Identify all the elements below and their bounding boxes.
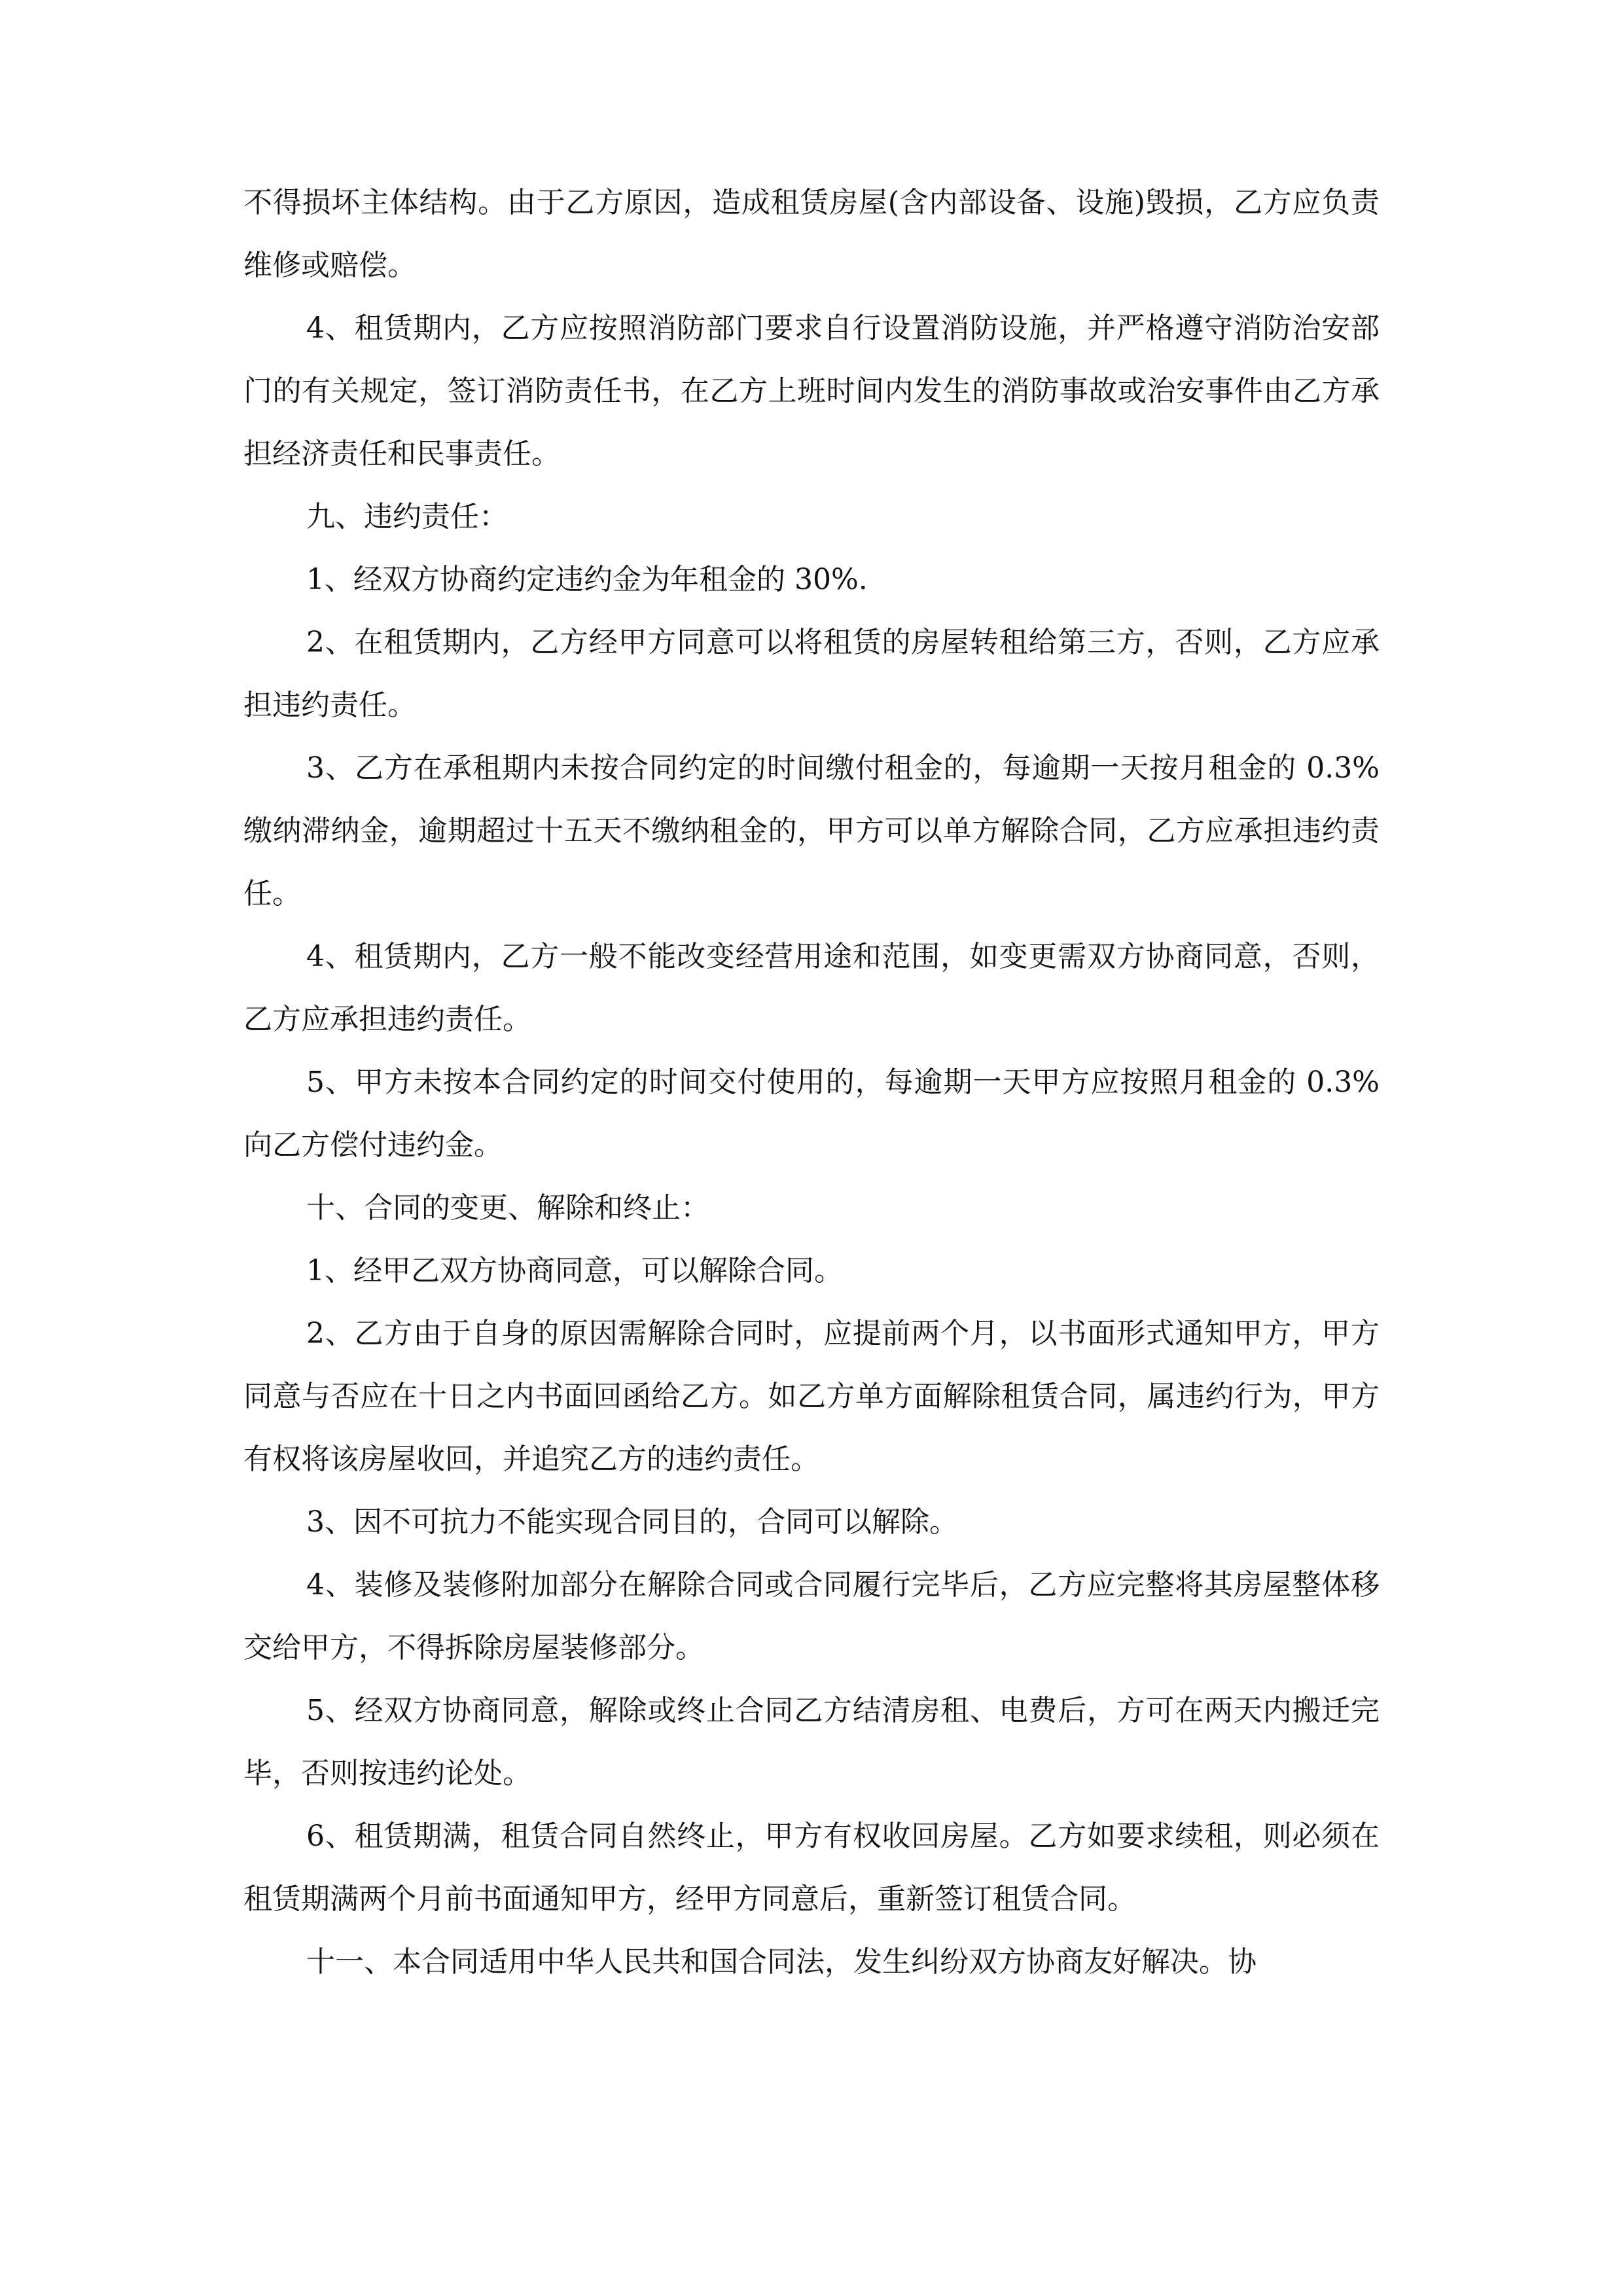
paragraph-termination-2: 2、乙方由于自身的原因需解除合同时，应提前两个月，以书面形式通知甲方，甲方同意与否应在十日之内书面回函给乙方。如乙方单方面解除租赁合同，属违约行为，甲方有权将该房屋收回，并追究乙方的违约责任。 xyxy=(243,1317,1380,1476)
paragraph-termination-1: 1、经甲乙双方协商同意，可以解除合同。 xyxy=(306,1254,843,1287)
paragraph-breach-3: 3、乙方在承租期内未按合同约定的时间缴付租金的，每逾期一天按月租金的 0.3%缴纳滞纳金，逾期超过十五天不缴纳租金的，甲方可以单方解除合同，乙方应承担违约责任。 xyxy=(243,751,1380,910)
section-heading-breach: 九、违约责任： xyxy=(306,500,508,533)
paragraph-termination-6: 6、租赁期满，租赁合同自然终止，甲方有权收回房屋。乙方如要求续租，则必须在租赁期满两个月前书面通知甲方，经甲方同意后，重新签订租赁合同。 xyxy=(243,1820,1380,1916)
paragraph-structure-damage: 不得损坏主体结构。由于乙方原因，造成租赁房屋(含内部设备、设施)毁损，乙方应负责维修或赔偿。 xyxy=(243,186,1380,282)
paragraph-fire-safety: 4、租赁期内，乙方应按照消防部门要求自行设置消防设施，并严格遵守消防治安部门的有关规定，签订消防责任书，在乙方上班时间内发生的消防事故或治安事件由乙方承担经济责任和民事责任。 xyxy=(243,312,1380,471)
paragraph-termination-4: 4、装修及装修附加部分在解除合同或合同履行完毕后，乙方应完整将其房屋整体移交给甲方，不得拆除房屋装修部分。 xyxy=(243,1568,1380,1664)
paragraph-breach-5: 5、甲方未按本合同约定的时间交付使用的，每逾期一天甲方应按照月租金的 0.3%向乙方偿付违约金。 xyxy=(243,1066,1380,1162)
paragraph-breach-1: 1、经双方协商约定违约金为年租金的 30%. xyxy=(306,563,868,596)
paragraph-termination-3: 3、因不可抗力不能实现合同目的，合同可以解除。 xyxy=(306,1505,958,1539)
section-heading-governing-law: 十一、本合同适用中华人民共和国合同法，发生纠纷双方协商友好解决。协 xyxy=(306,1945,1257,1979)
paragraph-termination-5: 5、经双方协商同意，解除或终止合同乙方结清房租、电费后，方可在两天内搬迁完毕，否则按违约论处。 xyxy=(243,1694,1380,1790)
paragraph-breach-4: 4、租赁期内，乙方一般不能改变经营用途和范围，如变更需双方协商同意，否则，乙方应承担违约责任。 xyxy=(243,940,1380,1036)
section-heading-termination: 十、合同的变更、解除和终止： xyxy=(306,1191,709,1225)
document-body xyxy=(243,171,1380,1994)
paragraph-breach-2: 2、在租赁期内，乙方经甲方同意可以将租赁的房屋转租给第三方，否则，乙方应承担违约责任。 xyxy=(243,626,1380,722)
